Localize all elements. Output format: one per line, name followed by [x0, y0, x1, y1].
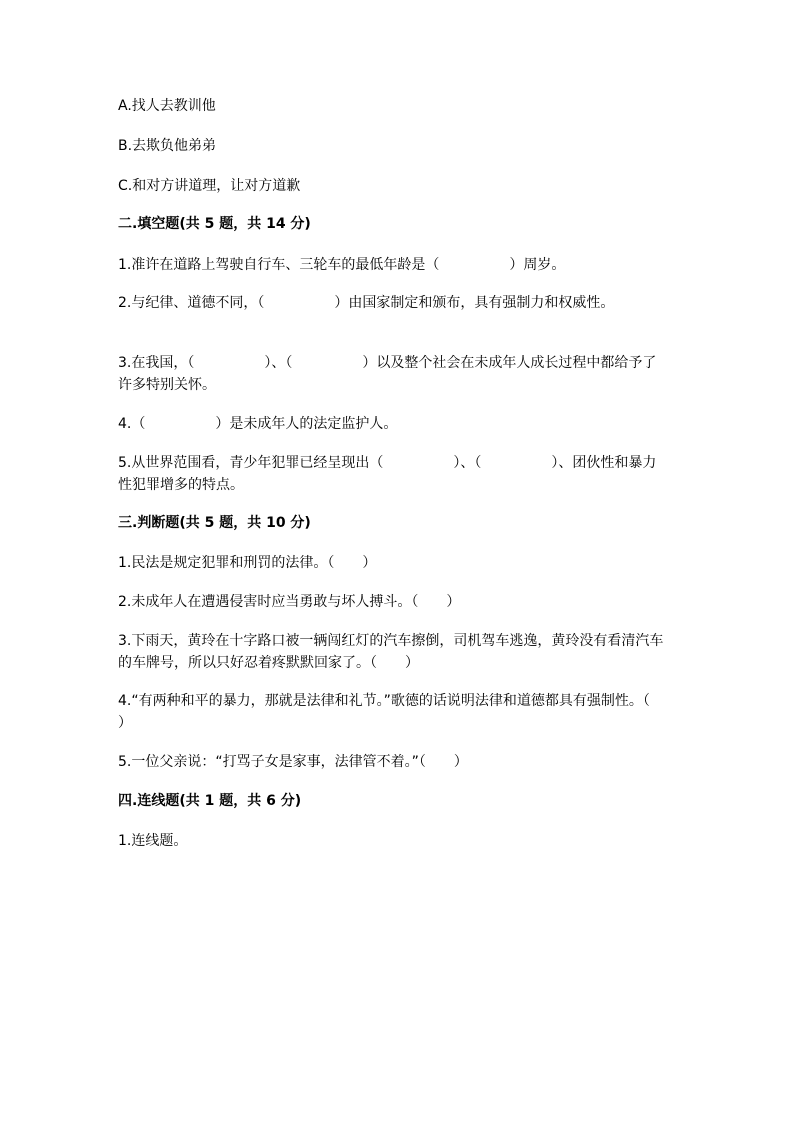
fill-in-question-2: 2.与纪律、道德不同，（ ）由国家制定和颁布，具有强制力和权威性。 — [118, 295, 615, 311]
section-heading-fill-in: 二.填空题(共 5 题，共 14 分) — [118, 216, 311, 232]
true-false-question-1: 1.民法是规定犯罪和刑罚的法律。（ ） — [118, 555, 377, 571]
section-heading-matching: 四.连线题(共 1 题，共 6 分) — [118, 793, 302, 809]
true-false-question-2: 2.未成年人在遭遇侵害时应当勇敢与坏人搏斗。（ ） — [118, 594, 461, 610]
option-a: A.找人去教训他 — [118, 98, 216, 114]
fill-in-question-1: 1.准许在道路上驾驶自行车、三轮车的最低年龄是（ ）周岁。 — [118, 257, 566, 273]
fill-in-question-5: 5.从世界范围看，青少年犯罪已经呈现出（ ）、（ ）、团伙性和暴力性犯罪增多的特点。 — [118, 455, 657, 493]
section-heading-true-false: 三.判断题(共 5 题，共 10 分) — [118, 515, 311, 531]
matching-question-1: 1.连线题。 — [118, 833, 188, 849]
true-false-question-5: 5.一位父亲说：“打骂子女是家事，法律管不着。”（ ） — [118, 754, 468, 770]
true-false-question-4: 4.“有两种和平的暴力，那就是法律和礼节。”歌德的话说明法律和道德都具有强制性。（ ） — [118, 693, 678, 731]
true-false-question-3: 3.下雨天，黄玲在十字路口被一辆闯红灯的汽车擦倒，司机驾车逃逸，黄玲没有看清汽车的车牌号，所以只好忍着疼默默回家了。（ ） — [118, 633, 664, 671]
option-b: B.去欺负他弟弟 — [118, 138, 217, 154]
option-c: C.和对方讲道理，让对方道歉 — [118, 178, 301, 194]
fill-in-question-3: 3.在我国，（ ）、（ ）以及整个社会在未成年人成长过程中都给予了许多特别关怀。 — [118, 355, 657, 393]
fill-in-question-4: 4.（ ）是未成年人的法定监护人。 — [118, 416, 398, 432]
